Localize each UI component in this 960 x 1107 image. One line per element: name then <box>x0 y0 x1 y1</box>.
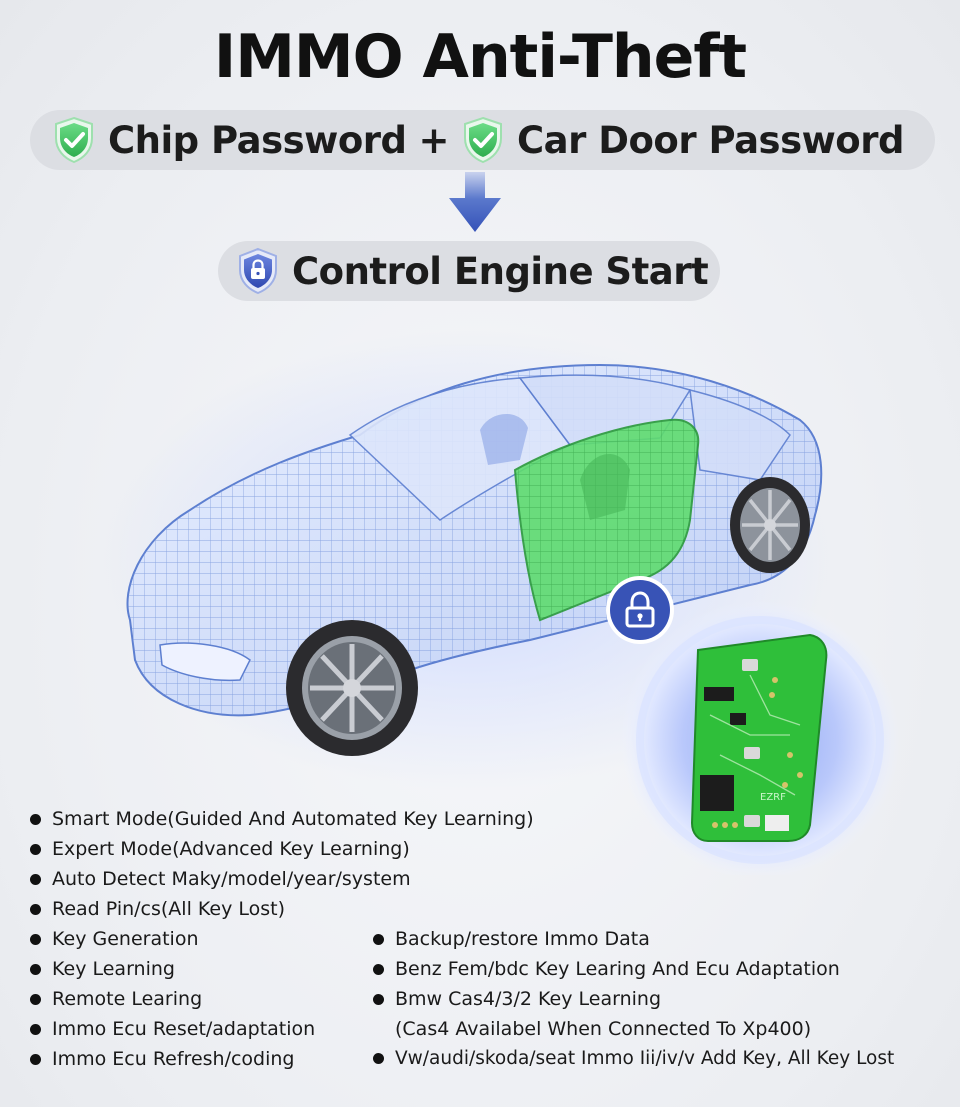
feature-item: Remote Learing <box>30 988 202 1010</box>
bullet-dot <box>30 934 41 945</box>
feature-item: Key Generation <box>30 928 198 950</box>
bullet-dot <box>373 1053 384 1064</box>
front-wheel <box>286 620 418 756</box>
password-banner <box>30 110 935 170</box>
engine-start-banner <box>218 241 720 301</box>
feature-item-continuation: (Cas4 Availabel When Connected To Xp400) <box>395 1018 812 1040</box>
plus-sign: + <box>418 118 450 162</box>
chip-password-label: Chip Password <box>108 118 407 162</box>
bullet-dot <box>30 814 41 825</box>
feature-item: Benz Fem/bdc Key Learing And Ecu Adaptation <box>373 958 840 980</box>
feature-item: Backup/restore Immo Data <box>373 928 650 950</box>
feature-item: Immo Ecu Refresh/coding <box>30 1048 294 1070</box>
check-shield-icon <box>52 116 96 164</box>
key-board-label: EZRF <box>760 792 786 803</box>
check-shield-icon <box>461 116 505 164</box>
bullet-dot <box>30 904 41 915</box>
feature-item: Vw/audi/skoda/seat Immo Iii/iv/v Add Key, All Key Lost <box>373 1048 894 1069</box>
feature-item: Bmw Cas4/3/2 Key Learning <box>373 988 661 1010</box>
page-title: IMMO Anti-Theft <box>213 22 747 92</box>
feature-item: Auto Detect Maky/model/year/system <box>30 868 411 890</box>
bullet-dot <box>30 994 41 1005</box>
bullet-dot <box>30 1024 41 1035</box>
arrow-down-icon <box>447 172 503 234</box>
feature-item: Read Pin/cs(All Key Lost) <box>30 898 285 920</box>
rear-wheel <box>730 477 810 573</box>
feature-item: Expert Mode(Advanced Key Learning) <box>30 838 410 860</box>
feature-item: Immo Ecu Reset/adaptation <box>30 1018 315 1040</box>
engine-start-label: Control Engine Start <box>292 249 709 293</box>
bullet-dot <box>30 874 41 885</box>
bullet-dot <box>373 934 384 945</box>
feature-item: Smart Mode(Guided And Automated Key Learning) <box>30 808 534 830</box>
key-board-image <box>600 575 900 875</box>
feature-item: Key Learning <box>30 958 175 980</box>
bullet-dot <box>30 964 41 975</box>
bullet-dot <box>30 1054 41 1065</box>
car-door-password-label: Car Door Password <box>517 118 904 162</box>
bullet-dot <box>30 844 41 855</box>
lock-shield-icon <box>236 247 280 295</box>
bullet-dot <box>373 964 384 975</box>
bullet-dot <box>373 994 384 1005</box>
